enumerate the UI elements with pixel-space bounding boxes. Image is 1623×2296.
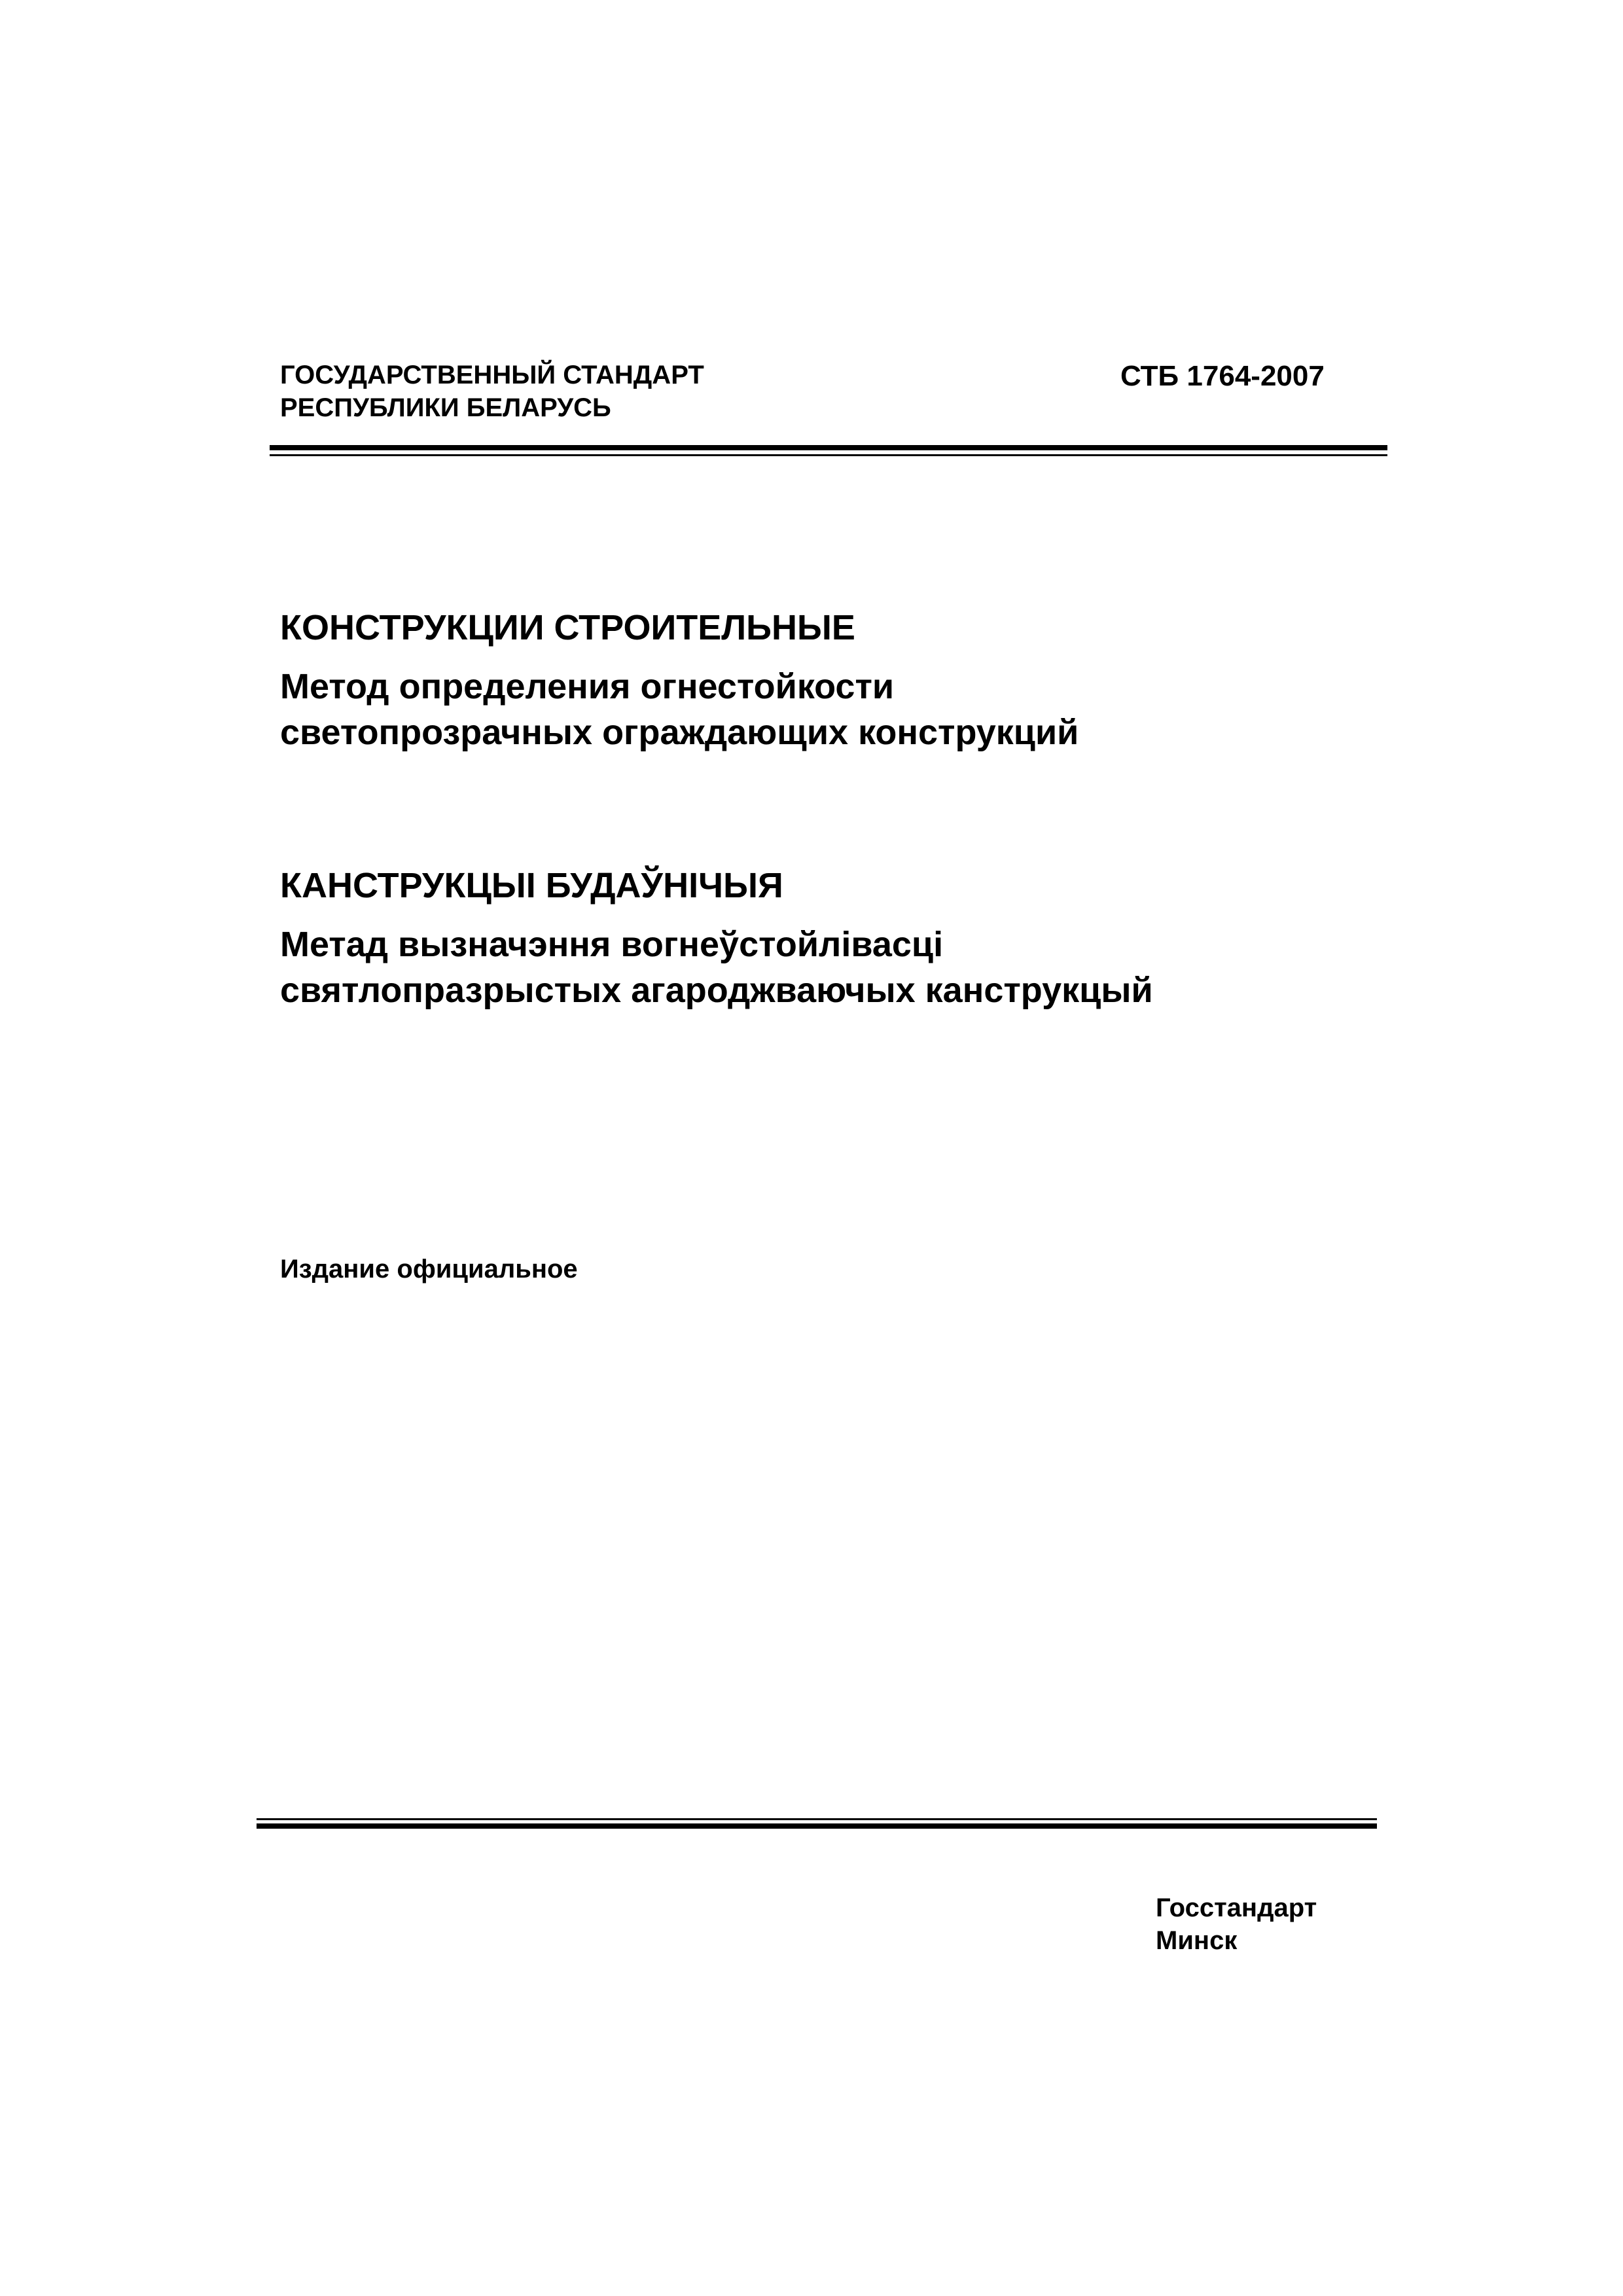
- title-belarusian-sub-line-1: Метад вызначэння вогнеўстойлівасці: [280, 925, 944, 964]
- edition-label: Издание официальное: [280, 1255, 578, 1283]
- standard-type-heading: [280, 359, 704, 424]
- top-rule-thick: [270, 445, 1387, 450]
- standard-type-line-2: РЕСПУБЛИКИ БЕЛАРУСЬ: [280, 393, 611, 422]
- bottom-rule-thick: [257, 1823, 1377, 1829]
- publisher-name: Госстандарт: [1156, 1893, 1317, 1922]
- title-belarusian: [280, 865, 1153, 1013]
- standard-code: СТБ 1764-2007: [1120, 360, 1325, 392]
- title-russian: [280, 607, 1079, 755]
- title-russian-main: КОНСТРУКЦИИ СТРОИТЕЛЬНЫЕ: [280, 608, 855, 647]
- publisher-city: Минск: [1156, 1926, 1238, 1955]
- title-belarusian-sub-line-2: святлопразрыстых агароджваючых канструкцый: [280, 971, 1153, 1010]
- top-rule-thin: [270, 454, 1387, 456]
- bottom-rule-thin: [257, 1818, 1377, 1820]
- title-belarusian-main: КАНСТРУКЦЫІ БУДАЎНІЧЫЯ: [280, 866, 783, 905]
- standard-type-line-1: ГОСУДАРСТВЕННЫЙ СТАНДАРТ: [280, 361, 704, 389]
- publisher: [1156, 1892, 1317, 1957]
- title-russian-sub-line-1: Метод определения огнестойкости: [280, 667, 895, 706]
- title-russian-sub-line-2: светопрозрачных ограждающих конструкций: [280, 713, 1079, 752]
